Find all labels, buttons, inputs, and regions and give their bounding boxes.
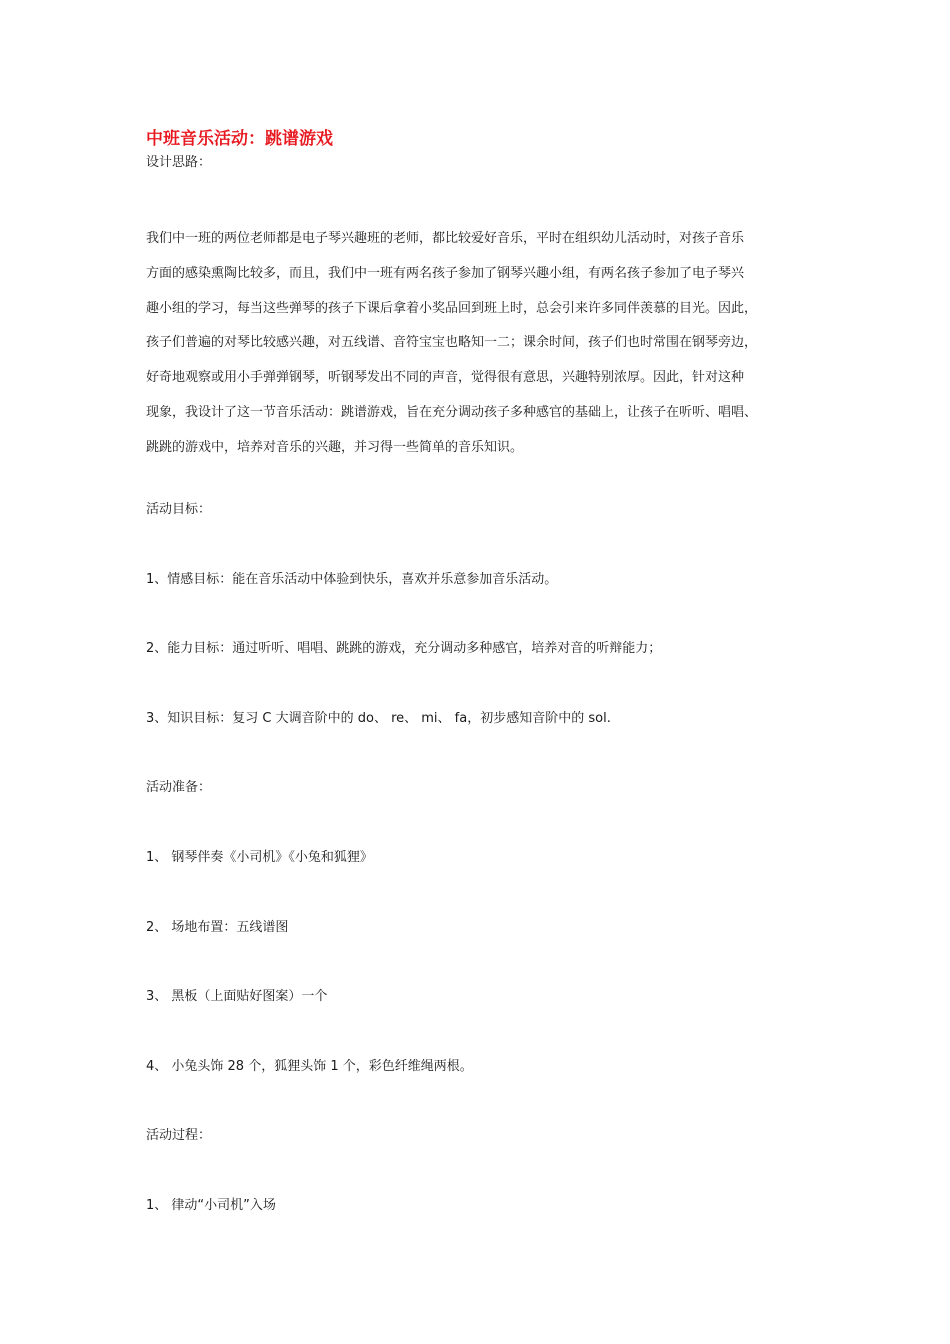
design-paragraph — [146, 222, 816, 466]
process-item: 1、 律动“小司机”入场 — [146, 1198, 276, 1213]
paragraph-line: 孩子们普遍的对琴比较感兴趣，对五线谱、音符宝宝也略知一二；课余时间，孩子们也时常围在钢琴旁边， — [146, 335, 758, 351]
goal-item: 2、能力目标：通过听听、唱唱、跳跳的游戏，充分调动多种感官，培养对音的听辩能力； — [146, 641, 662, 656]
goal-item: 3、知识目标：复习 C 大调音阶中的 do、 re、 mi、 fa，初步感知音阶中的 sol. — [146, 711, 611, 726]
process-heading: 活动过程： — [146, 1128, 212, 1143]
prep-item: 3、 黑板（上面贴好图案）一个 — [146, 989, 328, 1004]
paragraph-line: 我们中一班的两位老师都是电子琴兴趣班的老师，都比较爱好音乐，平时在组织幼儿活动时，对孩子音乐 — [146, 231, 745, 246]
goals-heading: 活动目标： — [146, 502, 212, 517]
prep-item: 4、 小兔头饰 28 个，狐狸头饰 1 个，彩色纤维绳两根。 — [146, 1059, 473, 1074]
document-title: 中班音乐活动：跳谱游戏 — [146, 129, 333, 149]
paragraph-line: 现象，我设计了这一节音乐活动：跳谱游戏，旨在充分调动孩子多种感官的基础上，让孩子在听听、唱唱、 — [146, 404, 758, 420]
prep-item: 1、 钢琴伴奏《小司机》《小兔和狐狸》 — [146, 850, 373, 865]
prep-item: 2、 场地布置：五线谱图 — [146, 920, 289, 935]
paragraph-line: 方面的感染熏陶比较多，而且，我们中一班有两名孩子参加了钢琴兴趣小组，有两名孩子参加了电子琴兴 — [146, 265, 745, 281]
paragraph-line: 跳跳的游戏中，培养对音乐的兴趣，并习得一些简单的音乐知识。 — [146, 439, 524, 455]
prep-heading: 活动准备： — [146, 780, 212, 795]
paragraph-line: 好奇地观察或用小手弹弹钢琴，听钢琴发出不同的声音，觉得很有意思，兴趣特别浓厚。因此，针对这种 — [146, 370, 745, 386]
paragraph-line: 趣小组的学习，每当这些弹琴的孩子下课后拿着小奖品回到班上时，总会引来许多同伴羡慕的目光。因此， — [146, 300, 758, 316]
design-heading: 设计思路： — [146, 155, 212, 170]
goal-item: 1、情感目标：能在音乐活动中体验到快乐，喜欢并乐意参加音乐活动。 — [146, 572, 558, 587]
